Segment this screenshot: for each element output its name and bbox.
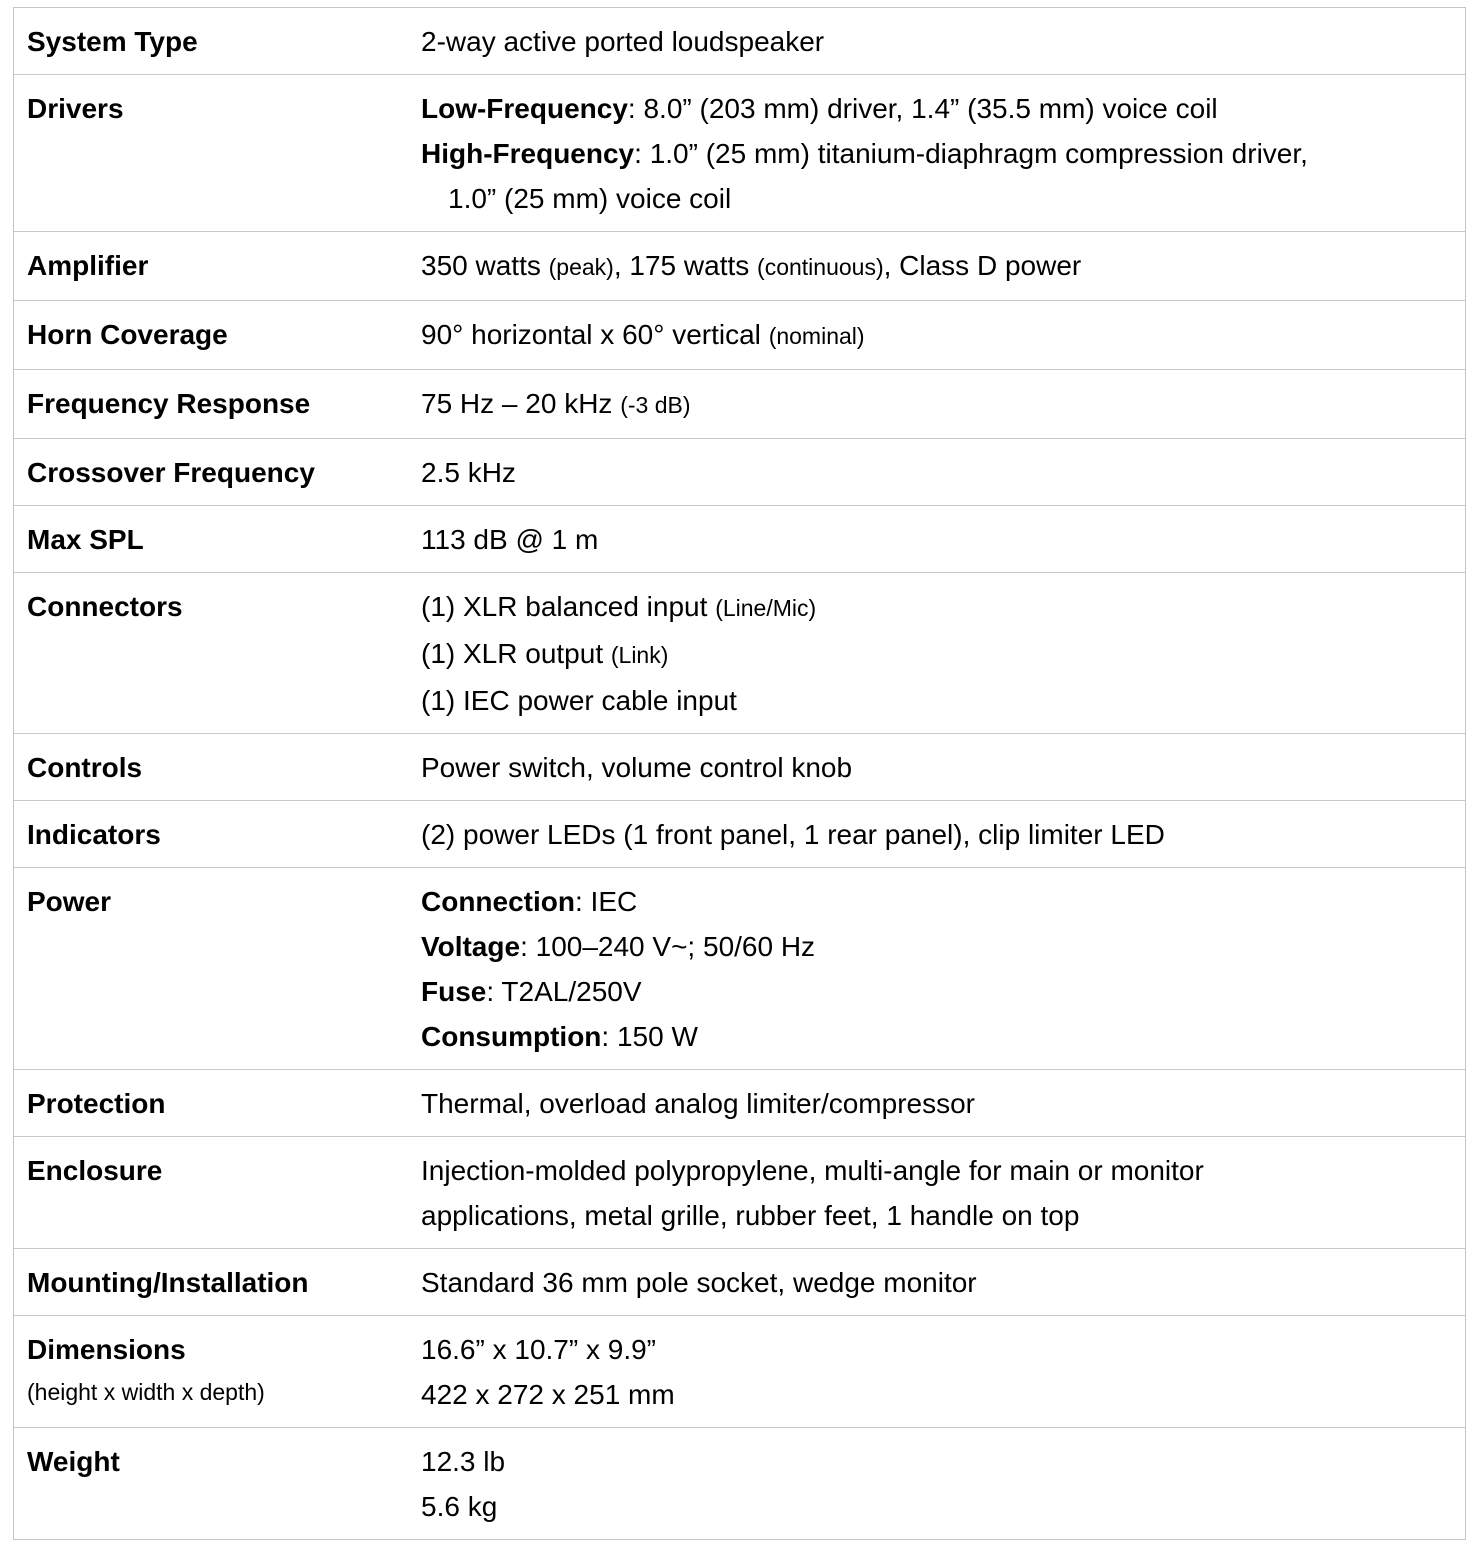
spec-label-controls: Controls bbox=[27, 752, 143, 783]
spec-value-line-enclosure-0 bbox=[421, 1148, 1465, 1193]
spec-value-line-drivers-0 bbox=[421, 86, 1465, 131]
spec-value-seg-amplifier-0-0: 350 watts bbox=[421, 250, 549, 281]
spec-label-system-type: System Type bbox=[27, 26, 198, 57]
spec-value-seg-weight-1-0: 5.6 kg bbox=[421, 1491, 498, 1522]
spec-value-seg-drivers-1-0: High-Frequency bbox=[421, 138, 635, 169]
spec-value-dimensions bbox=[421, 1327, 1465, 1417]
spec-label-dimensions: Dimensions bbox=[27, 1334, 186, 1365]
spec-value-line-max-spl-0 bbox=[421, 517, 1465, 562]
spec-row-dimensions bbox=[14, 1315, 1465, 1427]
spec-value-line-weight-1 bbox=[421, 1484, 1465, 1529]
spec-row-power bbox=[14, 867, 1465, 1069]
spec-value-seg-connectors-2-0: (1) IEC power cable input bbox=[421, 685, 737, 716]
spec-row-connectors bbox=[14, 572, 1465, 733]
spec-label-horn-coverage: Horn Coverage bbox=[27, 319, 228, 350]
spec-value-seg-weight-0-0: 12.3 lb bbox=[421, 1446, 506, 1477]
spec-value-seg-connectors-1-1: (Link) bbox=[610, 642, 669, 668]
spec-label-cell-protection bbox=[27, 1081, 421, 1126]
spec-value-line-connectors-0 bbox=[421, 584, 1465, 631]
spec-label-cell-enclosure bbox=[27, 1148, 421, 1193]
spec-label-cell-dimensions bbox=[27, 1327, 421, 1412]
spec-value-controls bbox=[421, 745, 1465, 790]
spec-value-seg-controls-0-0: Power switch, volume control knob bbox=[421, 752, 853, 783]
spec-value-seg-power-0-1: : IEC bbox=[575, 886, 638, 917]
spec-value-line-amplifier-0 bbox=[421, 243, 1465, 290]
spec-value-power bbox=[421, 879, 1465, 1059]
spec-value-seg-amplifier-0-3: (continuous) bbox=[757, 254, 884, 280]
spec-label-protection: Protection bbox=[27, 1088, 166, 1119]
spec-value-line-connectors-2 bbox=[421, 678, 1465, 723]
spec-value-seg-enclosure-0-0: Injection-molded polypropylene, multi-angle for main or monitor bbox=[421, 1155, 1204, 1186]
spec-value-line-crossover-frequency-0 bbox=[421, 450, 1465, 495]
spec-label-power: Power bbox=[27, 886, 112, 917]
spec-label-drivers: Drivers bbox=[27, 93, 124, 124]
spec-value-connectors bbox=[421, 584, 1465, 723]
spec-value-seg-drivers-0-0: Low-Frequency bbox=[421, 93, 628, 124]
spec-value-max-spl bbox=[421, 517, 1465, 562]
spec-label-cell-mounting-installation bbox=[27, 1260, 421, 1305]
spec-label-cell-system-type bbox=[27, 19, 421, 64]
spec-value-seg-frequency-response-0-0: 75 Hz – 20 kHz bbox=[421, 388, 621, 419]
spec-value-mounting-installation bbox=[421, 1260, 1465, 1305]
spec-label-cell-weight bbox=[27, 1439, 421, 1484]
spec-row-horn-coverage bbox=[14, 300, 1465, 369]
spec-value-system-type bbox=[421, 19, 1465, 64]
spec-row-protection bbox=[14, 1069, 1465, 1136]
spec-value-seg-drivers-1-1: : 1.0” (25 mm) titanium-diaphragm compression driver, bbox=[634, 138, 1308, 169]
spec-row-amplifier bbox=[14, 231, 1465, 300]
spec-label-indicators: Indicators bbox=[27, 819, 161, 850]
spec-label-cell-indicators bbox=[27, 812, 421, 857]
spec-value-seg-connectors-0-0: (1) XLR balanced input bbox=[421, 591, 716, 622]
spec-value-line-mounting-installation-0 bbox=[421, 1260, 1465, 1305]
spec-value-crossover-frequency bbox=[421, 450, 1465, 495]
spec-row-indicators bbox=[14, 800, 1465, 867]
spec-value-enclosure bbox=[421, 1148, 1465, 1238]
spec-value-indicators bbox=[421, 812, 1465, 857]
spec-value-seg-power-2-1: : T2AL/250V bbox=[486, 976, 642, 1007]
spec-label-cell-connectors bbox=[27, 584, 421, 629]
spec-label-cell-frequency-response bbox=[27, 381, 421, 426]
spec-row-frequency-response bbox=[14, 369, 1465, 438]
spec-value-line-drivers-1 bbox=[421, 131, 1465, 176]
spec-value-line-power-2 bbox=[421, 969, 1465, 1014]
spec-label-amplifier: Amplifier bbox=[27, 250, 149, 281]
spec-value-drivers bbox=[421, 86, 1465, 221]
spec-value-seg-connectors-1-0: (1) XLR output bbox=[421, 638, 611, 669]
spec-label-note-dimensions: (height x width x depth) bbox=[27, 1379, 265, 1405]
spec-value-seg-amplifier-0-1: (peak) bbox=[548, 254, 614, 280]
spec-value-seg-crossover-frequency-0-0: 2.5 kHz bbox=[421, 457, 516, 488]
spec-value-seg-system-type-0-0: 2-way active ported loudspeaker bbox=[421, 26, 825, 57]
spec-value-line-controls-0 bbox=[421, 745, 1465, 790]
spec-value-seg-power-0-0: Connection bbox=[421, 886, 575, 917]
spec-row-mounting-installation bbox=[14, 1248, 1465, 1315]
spec-row-drivers bbox=[14, 74, 1465, 231]
spec-value-seg-mounting-installation-0-0: Standard 36 mm pole socket, wedge monitor bbox=[421, 1267, 977, 1298]
spec-value-seg-power-1-1: : 100–240 V~; 50/60 Hz bbox=[520, 931, 816, 962]
spec-value-horn-coverage bbox=[421, 312, 1465, 359]
spec-row-controls bbox=[14, 733, 1465, 800]
spec-value-seg-dimensions-1-0: 422 x 272 x 251 mm bbox=[421, 1379, 675, 1410]
spec-label-frequency-response: Frequency Response bbox=[27, 388, 311, 419]
spec-value-protection bbox=[421, 1081, 1465, 1126]
spec-label-connectors: Connectors bbox=[27, 591, 183, 622]
spec-value-seg-power-3-1: : 150 W bbox=[601, 1021, 698, 1052]
spec-value-seg-power-2-0: Fuse bbox=[421, 976, 487, 1007]
spec-value-line-system-type-0 bbox=[421, 19, 1465, 64]
spec-value-line-weight-0 bbox=[421, 1439, 1465, 1484]
spec-value-seg-enclosure-1-0: applications, metal grille, rubber feet, 1 handle on top bbox=[421, 1200, 1080, 1231]
spec-value-seg-indicators-0-0: (2) power LEDs (1 front panel, 1 rear panel), clip limiter LED bbox=[421, 819, 1165, 850]
spec-label-cell-horn-coverage bbox=[27, 312, 421, 357]
spec-value-line-horn-coverage-0 bbox=[421, 312, 1465, 359]
spec-value-line-connectors-1 bbox=[421, 631, 1465, 678]
spec-value-seg-horn-coverage-0-1: (nominal) bbox=[768, 323, 865, 349]
spec-row-crossover-frequency bbox=[14, 438, 1465, 505]
spec-label-enclosure: Enclosure bbox=[27, 1155, 163, 1186]
spec-value-line-enclosure-1 bbox=[421, 1193, 1465, 1238]
spec-label-cell-controls bbox=[27, 745, 421, 790]
spec-value-line-dimensions-1 bbox=[421, 1372, 1465, 1417]
spec-value-line-indicators-0 bbox=[421, 812, 1465, 857]
spec-value-line-protection-0 bbox=[421, 1081, 1465, 1126]
spec-value-line-drivers-2 bbox=[421, 176, 1465, 221]
spec-label-cell-drivers bbox=[27, 86, 421, 131]
spec-value-line-dimensions-0 bbox=[421, 1327, 1465, 1372]
spec-value-frequency-response bbox=[421, 381, 1465, 428]
spec-value-seg-protection-0-0: Thermal, overload analog limiter/compressor bbox=[421, 1088, 975, 1119]
spec-value-seg-max-spl-0-0: 113 dB @ 1 m bbox=[421, 524, 599, 555]
spec-label-cell-power bbox=[27, 879, 421, 924]
spec-label-max-spl: Max SPL bbox=[27, 524, 144, 555]
spec-value-line-power-3 bbox=[421, 1014, 1465, 1059]
spec-row-weight bbox=[14, 1427, 1465, 1539]
spec-label-cell-max-spl bbox=[27, 517, 421, 562]
spec-value-seg-connectors-0-1: (Line/Mic) bbox=[715, 595, 817, 621]
spec-value-seg-drivers-2-0: 1.0” (25 mm) voice coil bbox=[448, 183, 732, 214]
spec-row-system-type bbox=[14, 8, 1465, 74]
spec-row-max-spl bbox=[14, 505, 1465, 572]
spec-value-seg-power-3-0: Consumption bbox=[421, 1021, 602, 1052]
spec-label-crossover-frequency: Crossover Frequency bbox=[27, 457, 315, 488]
spec-value-seg-horn-coverage-0-0: 90° horizontal x 60° vertical bbox=[421, 319, 769, 350]
spec-value-line-frequency-response-0 bbox=[421, 381, 1465, 428]
spec-label-cell-crossover-frequency bbox=[27, 450, 421, 495]
spec-value-seg-power-1-0: Voltage bbox=[421, 931, 521, 962]
spec-value-line-power-0 bbox=[421, 879, 1465, 924]
spec-table bbox=[13, 7, 1466, 1540]
spec-value-seg-frequency-response-0-1: (-3 dB) bbox=[620, 392, 691, 418]
spec-value-amplifier bbox=[421, 243, 1465, 290]
spec-value-seg-drivers-0-1: : 8.0” (203 mm) driver, 1.4” (35.5 mm) voice coil bbox=[627, 93, 1218, 124]
spec-label-cell-amplifier bbox=[27, 243, 421, 288]
spec-label-weight: Weight bbox=[27, 1446, 120, 1477]
spec-value-weight bbox=[421, 1439, 1465, 1529]
spec-value-seg-amplifier-0-2: , 175 watts bbox=[613, 250, 758, 281]
spec-row-enclosure bbox=[14, 1136, 1465, 1248]
spec-label-mounting-installation: Mounting/Installation bbox=[27, 1267, 309, 1298]
spec-value-line-power-1 bbox=[421, 924, 1465, 969]
spec-value-seg-dimensions-0-0: 16.6” x 10.7” x 9.9” bbox=[421, 1334, 657, 1365]
spec-value-seg-amplifier-0-4: , Class D power bbox=[883, 250, 1082, 281]
